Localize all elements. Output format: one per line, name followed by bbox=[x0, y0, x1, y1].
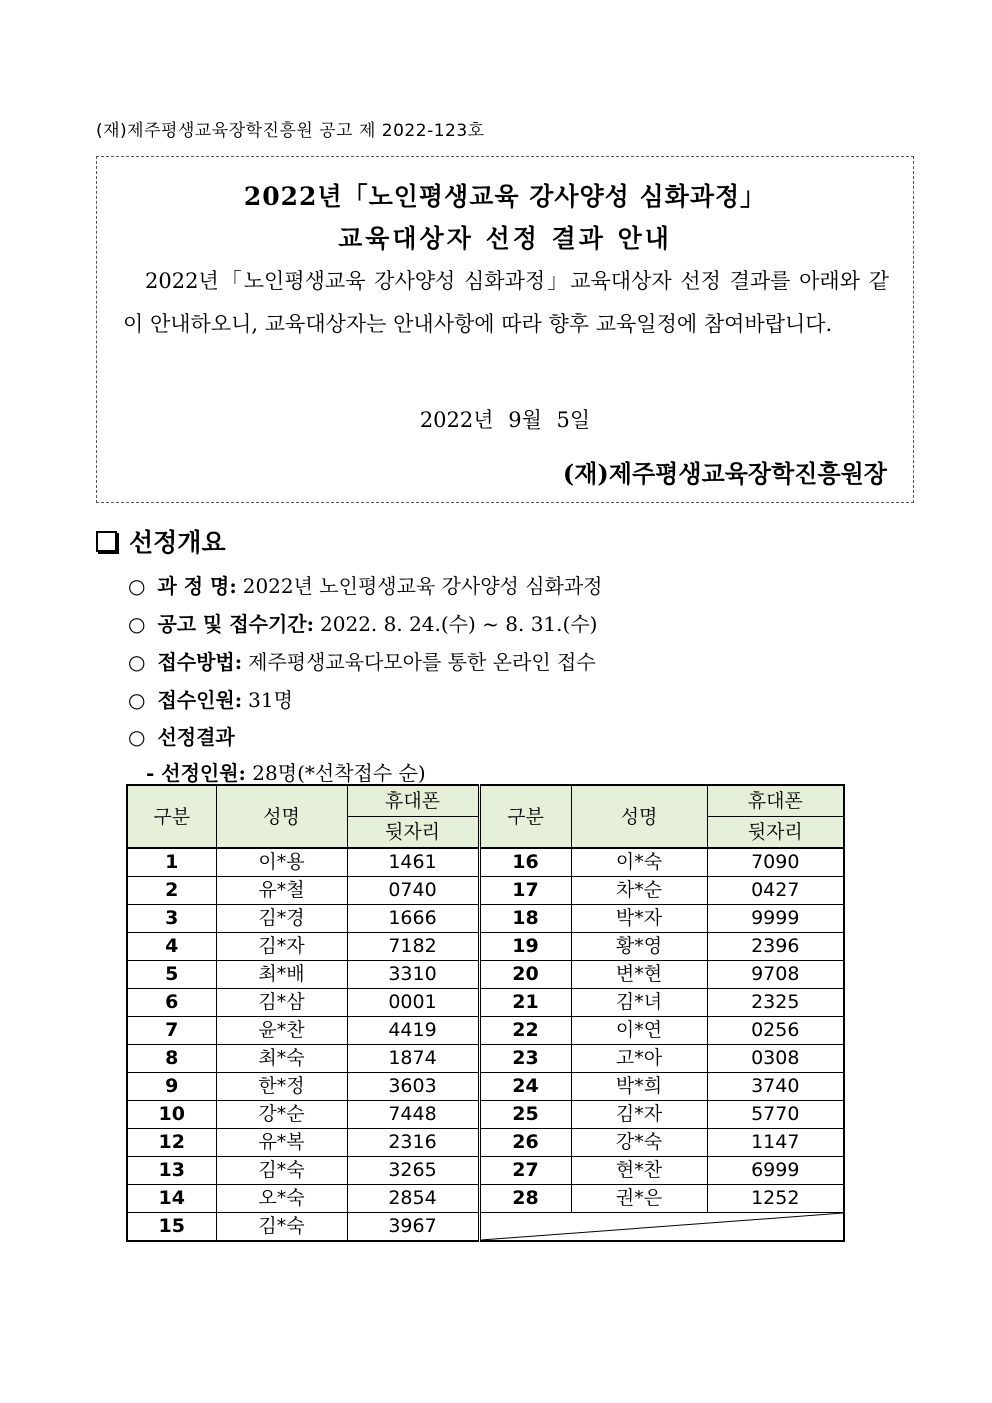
cell-no: 27 bbox=[479, 1157, 571, 1185]
overview-item-result bbox=[128, 721, 241, 750]
cell-no: 21 bbox=[479, 989, 571, 1017]
table-row bbox=[127, 848, 844, 877]
header-phone-line2: 뒷자리 bbox=[347, 817, 479, 849]
overview-item-course bbox=[128, 570, 603, 599]
cell-no: 28 bbox=[479, 1185, 571, 1213]
cell-name: 윤*찬 bbox=[216, 1017, 347, 1045]
notice-reference-number: (재)제주평생교육장학진흥원 공고 제 2022-123호 bbox=[96, 121, 485, 141]
cell-name: 박*희 bbox=[571, 1073, 707, 1101]
cell-name: 김*숙 bbox=[216, 1213, 347, 1242]
cell-no: 23 bbox=[479, 1045, 571, 1073]
header-name: 성명 bbox=[216, 785, 347, 848]
cell-phone: 7182 bbox=[347, 933, 479, 961]
cell-phone: 5770 bbox=[707, 1101, 844, 1129]
cell-no: 2 bbox=[127, 877, 216, 905]
overview-value: 2022. 8. 24.(수) ~ 8. 31.(수) bbox=[320, 612, 598, 636]
overview-label: 접수방법: bbox=[157, 650, 243, 674]
cell-phone: 1666 bbox=[347, 905, 479, 933]
table-row bbox=[127, 1073, 844, 1101]
header-phone-line2: 뒷자리 bbox=[707, 817, 844, 849]
cell-phone: 1252 bbox=[707, 1185, 844, 1213]
notice-issuer: (재)제주평생교육장학진흥원장 bbox=[562, 459, 887, 488]
notice-title-line2: 교육대상자 선정 결과 안내 bbox=[338, 224, 672, 253]
header-name: 성명 bbox=[571, 785, 707, 848]
table-row bbox=[127, 905, 844, 933]
cell-no: 20 bbox=[479, 961, 571, 989]
cell-phone: 1147 bbox=[707, 1129, 844, 1157]
cell-name: 유*철 bbox=[216, 877, 347, 905]
header-no: 구분 bbox=[479, 785, 571, 848]
selected-count-label: - 선정인원: bbox=[146, 761, 246, 785]
table-row bbox=[127, 989, 844, 1017]
cell-no: 12 bbox=[127, 1129, 216, 1157]
table-row bbox=[127, 933, 844, 961]
cell-no: 10 bbox=[127, 1101, 216, 1129]
cell-phone: 0740 bbox=[347, 877, 479, 905]
table-row bbox=[127, 1157, 844, 1185]
cell-name: 최*숙 bbox=[216, 1045, 347, 1073]
cell-phone: 6999 bbox=[707, 1157, 844, 1185]
cell-no: 1 bbox=[127, 848, 216, 877]
cell-phone: 7448 bbox=[347, 1101, 479, 1129]
table-row bbox=[127, 1045, 844, 1073]
cell-name: 고*아 bbox=[571, 1045, 707, 1073]
checkbox-square-icon bbox=[96, 531, 117, 552]
cell-name: 박*자 bbox=[571, 905, 707, 933]
cell-name: 현*찬 bbox=[571, 1157, 707, 1185]
cell-phone: 3740 bbox=[707, 1073, 844, 1101]
section-heading-text: 선정개요 bbox=[129, 528, 226, 557]
cell-phone: 0427 bbox=[707, 877, 844, 905]
cell-name: 유*복 bbox=[216, 1129, 347, 1157]
circle-bullet-icon: ○ bbox=[128, 650, 146, 674]
cell-phone: 7090 bbox=[707, 848, 844, 877]
cell-phone: 3603 bbox=[347, 1073, 479, 1101]
cell-no: 17 bbox=[479, 877, 571, 905]
cell-no: 22 bbox=[479, 1017, 571, 1045]
cell-phone: 9708 bbox=[707, 961, 844, 989]
cell-name: 황*영 bbox=[571, 933, 707, 961]
overview-label: 선정결과 bbox=[157, 725, 235, 749]
cell-name: 강*순 bbox=[216, 1101, 347, 1129]
cell-phone: 9999 bbox=[707, 905, 844, 933]
diagonal-slash bbox=[481, 1213, 844, 1240]
overview-value: 2022년 노인평생교육 강사양성 심화과정 bbox=[242, 574, 603, 598]
cell-no: 5 bbox=[127, 961, 216, 989]
cell-name: 김*녀 bbox=[571, 989, 707, 1017]
cell-phone: 1461 bbox=[347, 848, 479, 877]
cell-no: 26 bbox=[479, 1129, 571, 1157]
cell-no: 18 bbox=[479, 905, 571, 933]
cell-name: 오*숙 bbox=[216, 1185, 347, 1213]
cell-no: 19 bbox=[479, 933, 571, 961]
notice-body bbox=[123, 260, 889, 346]
table-header-row bbox=[127, 785, 844, 817]
cell-no: 14 bbox=[127, 1185, 216, 1213]
overview-item-method bbox=[128, 646, 596, 675]
cell-phone: 0001 bbox=[347, 989, 479, 1017]
cell-phone: 0308 bbox=[707, 1045, 844, 1073]
cell-phone: 2396 bbox=[707, 933, 844, 961]
table-row bbox=[127, 1213, 844, 1242]
cell-no: 9 bbox=[127, 1073, 216, 1101]
overview-value: 제주평생교육다모아를 통한 온라인 접수 bbox=[248, 650, 596, 674]
table-row bbox=[127, 1017, 844, 1045]
cell-no: 13 bbox=[127, 1157, 216, 1185]
table-row bbox=[127, 961, 844, 989]
overview-item-period bbox=[128, 608, 597, 637]
circle-bullet-icon: ○ bbox=[128, 574, 146, 598]
cell-phone: 2854 bbox=[347, 1185, 479, 1213]
cell-phone: 0256 bbox=[707, 1017, 844, 1045]
header-phone-line1: 휴대폰 bbox=[707, 785, 844, 817]
notice-title-line1: 2022년「노인평생교육 강사양성 심화과정」 bbox=[243, 182, 767, 211]
cell-no: 24 bbox=[479, 1073, 571, 1101]
cell-name: 최*배 bbox=[216, 961, 347, 989]
cell-phone: 3967 bbox=[347, 1213, 479, 1242]
cell-name: 한*정 bbox=[216, 1073, 347, 1101]
cell-name: 차*순 bbox=[571, 877, 707, 905]
table-row bbox=[127, 1101, 844, 1129]
cell-no: 3 bbox=[127, 905, 216, 933]
cell-no: 16 bbox=[479, 848, 571, 877]
cell-name: 이*숙 bbox=[571, 848, 707, 877]
table-row bbox=[127, 1185, 844, 1213]
cell-name: 김*삼 bbox=[216, 989, 347, 1017]
notice-box bbox=[96, 156, 914, 503]
table-row bbox=[127, 1129, 844, 1157]
circle-bullet-icon: ○ bbox=[128, 725, 146, 749]
cell-phone: 3310 bbox=[347, 961, 479, 989]
cell-name: 김*경 bbox=[216, 905, 347, 933]
cell-name: 김*자 bbox=[216, 933, 347, 961]
cell-no: 6 bbox=[127, 989, 216, 1017]
cell-name: 김*자 bbox=[571, 1101, 707, 1129]
notice-body-text: 2022년「노인평생교육 강사양성 심화과정」교육대상자 선정 결과를 아래와 같이 안내하오니, 교육대상자는 안내사항에 따라 향후 교육일정에 참여바랍니다. bbox=[123, 269, 889, 336]
cell-phone: 2325 bbox=[707, 989, 844, 1017]
cell-no: 25 bbox=[479, 1101, 571, 1129]
cell-no: 7 bbox=[127, 1017, 216, 1045]
cell-no: 8 bbox=[127, 1045, 216, 1073]
circle-bullet-icon: ○ bbox=[128, 612, 146, 636]
overview-value: 31명 bbox=[248, 688, 293, 712]
cell-name: 권*은 bbox=[571, 1185, 707, 1213]
cell-phone: 4419 bbox=[347, 1017, 479, 1045]
cell-name: 변*현 bbox=[571, 961, 707, 989]
cell-name: 이*용 bbox=[216, 848, 347, 877]
table-row bbox=[127, 877, 844, 905]
selection-table bbox=[126, 784, 845, 1242]
header-no: 구분 bbox=[127, 785, 216, 848]
cell-name: 김*숙 bbox=[216, 1157, 347, 1185]
empty-cell bbox=[479, 1213, 844, 1242]
selected-count-value: 28명(*선착접수 순) bbox=[252, 761, 426, 785]
header-phone-line1: 휴대폰 bbox=[347, 785, 479, 817]
overview-label: 접수인원: bbox=[157, 688, 243, 712]
cell-no: 15 bbox=[127, 1213, 216, 1242]
cell-phone: 3265 bbox=[347, 1157, 479, 1185]
selected-count bbox=[146, 757, 426, 786]
notice-date: 2022년 9월 5일 bbox=[419, 408, 591, 432]
overview-label: 공고 및 접수기간: bbox=[157, 612, 315, 636]
overview-label: 과 정 명: bbox=[157, 574, 237, 598]
overview-item-applicants bbox=[128, 684, 293, 713]
cell-no: 4 bbox=[127, 933, 216, 961]
cell-name: 강*숙 bbox=[571, 1129, 707, 1157]
circle-bullet-icon: ○ bbox=[128, 688, 146, 712]
section-heading bbox=[96, 523, 226, 559]
cell-phone: 2316 bbox=[347, 1129, 479, 1157]
cell-phone: 1874 bbox=[347, 1045, 479, 1073]
cell-name: 이*연 bbox=[571, 1017, 707, 1045]
